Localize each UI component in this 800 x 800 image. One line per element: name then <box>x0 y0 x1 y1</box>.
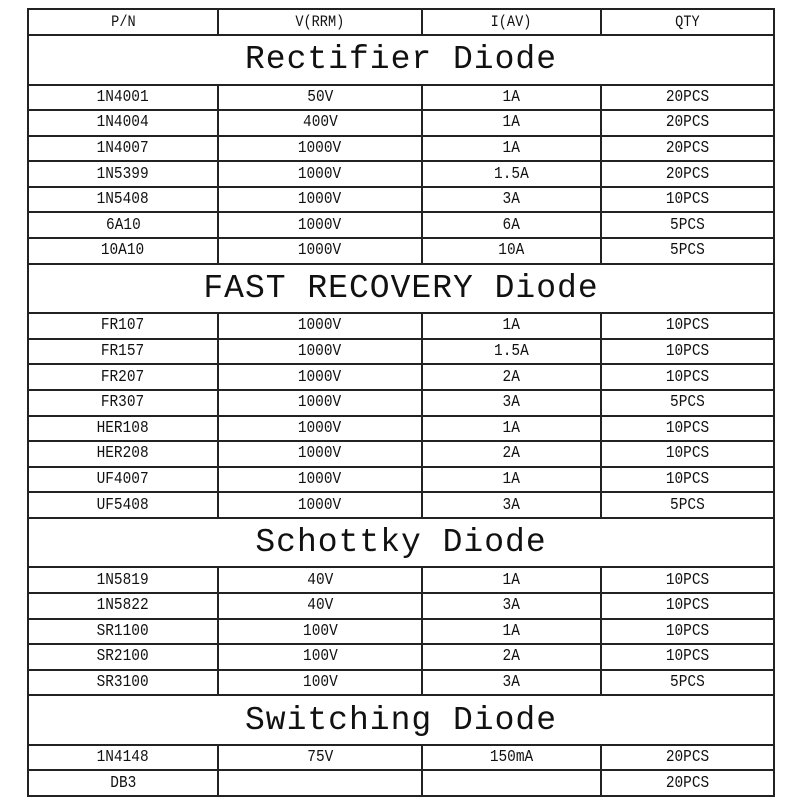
cell-text: 1A <box>502 87 521 107</box>
cell-text: 1000V <box>298 138 342 158</box>
cell-text: UF4007 <box>96 470 150 490</box>
part-number-cell <box>28 364 218 390</box>
cell-text: 20PCS <box>665 87 710 107</box>
part-number-cell <box>28 745 218 771</box>
part-number-cell <box>28 339 218 365</box>
cell-text: 1A <box>502 418 521 438</box>
cell-text: 1000V <box>298 316 342 336</box>
header-label: QTY <box>675 13 700 31</box>
cell-text: 1A <box>502 316 521 336</box>
part-number-cell <box>28 492 218 518</box>
quantity-cell <box>601 161 774 187</box>
cell-text: 10PCS <box>665 647 710 667</box>
header-iav <box>422 9 601 35</box>
table-row <box>28 441 774 467</box>
current-cell <box>422 110 601 136</box>
current-cell <box>422 339 601 365</box>
quantity-cell <box>601 390 774 416</box>
cell-text: 3A <box>502 495 521 515</box>
current-cell <box>422 619 601 645</box>
cell-text: 5PCS <box>670 241 705 261</box>
part-number-cell <box>28 416 218 442</box>
table-row <box>28 492 774 518</box>
section-header-row <box>28 35 774 85</box>
voltage-cell <box>218 187 422 213</box>
cell-text: 1000V <box>298 342 342 362</box>
cell-text: 10PCS <box>665 470 710 490</box>
section-title: Rectifier Diode <box>28 35 774 85</box>
cell-text: 150mA <box>489 748 534 768</box>
cell-text: 1.5A <box>494 342 529 362</box>
cell-text: 100V <box>302 673 338 693</box>
voltage-cell <box>218 161 422 187</box>
quantity-cell <box>601 187 774 213</box>
cell-text: 1000V <box>298 215 342 235</box>
part-number-cell <box>28 238 218 264</box>
current-cell <box>422 136 601 162</box>
table-row <box>28 161 774 187</box>
cell-text: 20PCS <box>665 138 710 158</box>
part-number-cell <box>28 593 218 619</box>
cell-text: SR3100 <box>96 673 150 693</box>
voltage-cell <box>218 110 422 136</box>
header-label: V(RRM) <box>295 13 345 31</box>
quantity-cell <box>601 416 774 442</box>
current-cell <box>422 644 601 670</box>
table-row <box>28 390 774 416</box>
cell-text: 6A <box>502 215 521 235</box>
part-number-cell <box>28 85 218 111</box>
cell-text: 1.5A <box>494 164 529 184</box>
part-number-cell <box>28 770 218 796</box>
table-row <box>28 238 774 264</box>
quantity-cell <box>601 136 774 162</box>
cell-text: 10PCS <box>665 621 710 641</box>
cell-text: UF5408 <box>96 495 150 515</box>
table-row <box>28 364 774 390</box>
cell-text: 10PCS <box>665 418 710 438</box>
cell-text: 10PCS <box>665 596 710 616</box>
table-row <box>28 212 774 238</box>
voltage-cell <box>218 593 422 619</box>
table-row <box>28 619 774 645</box>
cell-text: 1N4001 <box>96 87 150 107</box>
section-header-row <box>28 518 774 568</box>
current-cell <box>422 467 601 493</box>
part-number-cell <box>28 441 218 467</box>
cell-text: 3A <box>502 596 521 616</box>
voltage-cell <box>218 416 422 442</box>
quantity-cell <box>601 670 774 696</box>
quantity-cell <box>601 467 774 493</box>
cell-text: 10PCS <box>665 316 710 336</box>
voltage-cell <box>218 670 422 696</box>
table-row <box>28 110 774 136</box>
table-row <box>28 567 774 593</box>
cell-text: 5PCS <box>670 215 705 235</box>
cell-text: 3A <box>502 393 521 413</box>
current-cell <box>422 364 601 390</box>
cell-text: 1000V <box>298 367 342 387</box>
cell-text: HER208 <box>96 444 150 464</box>
quantity-cell <box>601 85 774 111</box>
current-cell <box>422 770 601 796</box>
quantity-cell <box>601 644 774 670</box>
cell-text: FR307 <box>101 393 145 413</box>
cell-text: 1A <box>502 621 521 641</box>
cell-text: 75V <box>306 748 334 768</box>
voltage-cell <box>218 770 422 796</box>
part-number-cell <box>28 136 218 162</box>
section-title: Schottky Diode <box>28 518 774 568</box>
cell-text: 2A <box>502 647 521 667</box>
table-row <box>28 467 774 493</box>
current-cell <box>422 313 601 339</box>
quantity-cell <box>601 745 774 771</box>
part-number-cell <box>28 670 218 696</box>
current-cell <box>422 238 601 264</box>
cell-text: FR107 <box>101 316 145 336</box>
table-row <box>28 770 774 796</box>
voltage-cell <box>218 136 422 162</box>
part-number-cell <box>28 390 218 416</box>
cell-text: 1N5819 <box>96 570 150 590</box>
cell-text: 10A <box>498 241 525 261</box>
quantity-cell <box>601 364 774 390</box>
cell-text: 10PCS <box>665 342 710 362</box>
cell-text: 100V <box>302 621 338 641</box>
cell-text: FR207 <box>101 367 145 387</box>
part-number-cell <box>28 110 218 136</box>
cell-text: 2A <box>502 444 521 464</box>
table-row <box>28 593 774 619</box>
voltage-cell <box>218 619 422 645</box>
current-cell <box>422 390 601 416</box>
current-cell <box>422 745 601 771</box>
cell-text: 20PCS <box>665 748 710 768</box>
cell-text: 20PCS <box>665 113 710 133</box>
section-header-row <box>28 264 774 314</box>
cell-text: 3A <box>502 190 521 210</box>
header-row <box>28 9 774 35</box>
cell-text: 2A <box>502 367 521 387</box>
cell-text: FR157 <box>101 342 145 362</box>
table-body <box>28 9 774 796</box>
quantity-cell <box>601 339 774 365</box>
current-cell <box>422 212 601 238</box>
cell-text: 100V <box>302 647 338 667</box>
voltage-cell <box>218 85 422 111</box>
current-cell <box>422 187 601 213</box>
voltage-cell <box>218 467 422 493</box>
cell-text: 5PCS <box>670 393 705 413</box>
cell-text: 1A <box>502 570 521 590</box>
cell-text: 10PCS <box>665 444 710 464</box>
current-cell <box>422 441 601 467</box>
quantity-cell <box>601 492 774 518</box>
quantity-cell <box>601 110 774 136</box>
voltage-cell <box>218 390 422 416</box>
table-row <box>28 416 774 442</box>
section-header-row <box>28 695 774 745</box>
part-number-cell <box>28 644 218 670</box>
cell-text: SR2100 <box>96 647 150 667</box>
quantity-cell <box>601 619 774 645</box>
cell-text: 20PCS <box>665 164 710 184</box>
quantity-cell <box>601 593 774 619</box>
voltage-cell <box>218 339 422 365</box>
current-cell <box>422 593 601 619</box>
cell-text: 50V <box>306 87 334 107</box>
current-cell <box>422 567 601 593</box>
current-cell <box>422 85 601 111</box>
cell-text: 40V <box>306 596 334 616</box>
header-qty <box>601 9 774 35</box>
cell-text: 1N4007 <box>96 138 150 158</box>
voltage-cell <box>218 313 422 339</box>
table-row <box>28 644 774 670</box>
part-number-cell <box>28 467 218 493</box>
cell-text: HER108 <box>96 418 150 438</box>
table-row <box>28 136 774 162</box>
cell-text: 10PCS <box>665 367 710 387</box>
cell-text: 1A <box>502 113 521 133</box>
cell-text: 400V <box>302 113 338 133</box>
cell-text: 1N4004 <box>96 113 150 133</box>
cell-text: 6A10 <box>105 215 141 235</box>
quantity-cell <box>601 567 774 593</box>
cell-text: 10A10 <box>101 241 145 261</box>
cell-text: SR1100 <box>96 621 150 641</box>
header-label: I(AV) <box>491 13 532 31</box>
quantity-cell <box>601 212 774 238</box>
part-number-cell <box>28 212 218 238</box>
voltage-cell <box>218 567 422 593</box>
voltage-cell <box>218 364 422 390</box>
quantity-cell <box>601 313 774 339</box>
cell-text: 3A <box>502 673 521 693</box>
header-pn <box>28 9 218 35</box>
cell-text: 10PCS <box>665 570 710 590</box>
cell-text: 5PCS <box>670 495 705 515</box>
cell-text: 1N5822 <box>96 596 150 616</box>
part-number-cell <box>28 313 218 339</box>
cell-text: 1000V <box>298 164 342 184</box>
cell-text: 1000V <box>298 190 342 210</box>
cell-text: 1N5399 <box>96 164 150 184</box>
diode-parts-table <box>27 8 775 797</box>
voltage-cell <box>218 441 422 467</box>
cell-text: 1A <box>502 138 521 158</box>
cell-text: 1N4148 <box>96 748 150 768</box>
part-number-cell <box>28 567 218 593</box>
voltage-cell <box>218 745 422 771</box>
cell-text: 40V <box>306 570 334 590</box>
cell-text: 1000V <box>298 495 342 515</box>
part-number-cell <box>28 619 218 645</box>
current-cell <box>422 670 601 696</box>
voltage-cell <box>218 644 422 670</box>
table-row <box>28 670 774 696</box>
cell-text: 1000V <box>298 444 342 464</box>
cell-text: 20PCS <box>665 773 710 793</box>
header-label: P/N <box>110 13 136 31</box>
voltage-cell <box>218 238 422 264</box>
cell-text: 1N5408 <box>96 190 150 210</box>
part-number-cell <box>28 187 218 213</box>
current-cell <box>422 416 601 442</box>
voltage-cell <box>218 492 422 518</box>
section-title: Switching Diode <box>28 695 774 745</box>
table-row <box>28 187 774 213</box>
cell-text: DB3 <box>109 773 137 793</box>
current-cell <box>422 161 601 187</box>
cell-text: 1000V <box>298 418 342 438</box>
table-row <box>28 85 774 111</box>
quantity-cell <box>601 770 774 796</box>
table-row <box>28 339 774 365</box>
quantity-cell <box>601 441 774 467</box>
cell-text: 5PCS <box>670 673 705 693</box>
quantity-cell <box>601 238 774 264</box>
table-row <box>28 313 774 339</box>
header-vrrm <box>218 9 422 35</box>
cell-text: 10PCS <box>665 190 710 210</box>
cell-text: 1000V <box>298 241 342 261</box>
cell-text: 1000V <box>298 470 342 490</box>
section-title: FAST RECOVERY Diode <box>28 264 774 314</box>
cell-text: 1A <box>502 470 521 490</box>
part-number-cell <box>28 161 218 187</box>
table-row <box>28 745 774 771</box>
current-cell <box>422 492 601 518</box>
cell-text: 1000V <box>298 393 342 413</box>
voltage-cell <box>218 212 422 238</box>
